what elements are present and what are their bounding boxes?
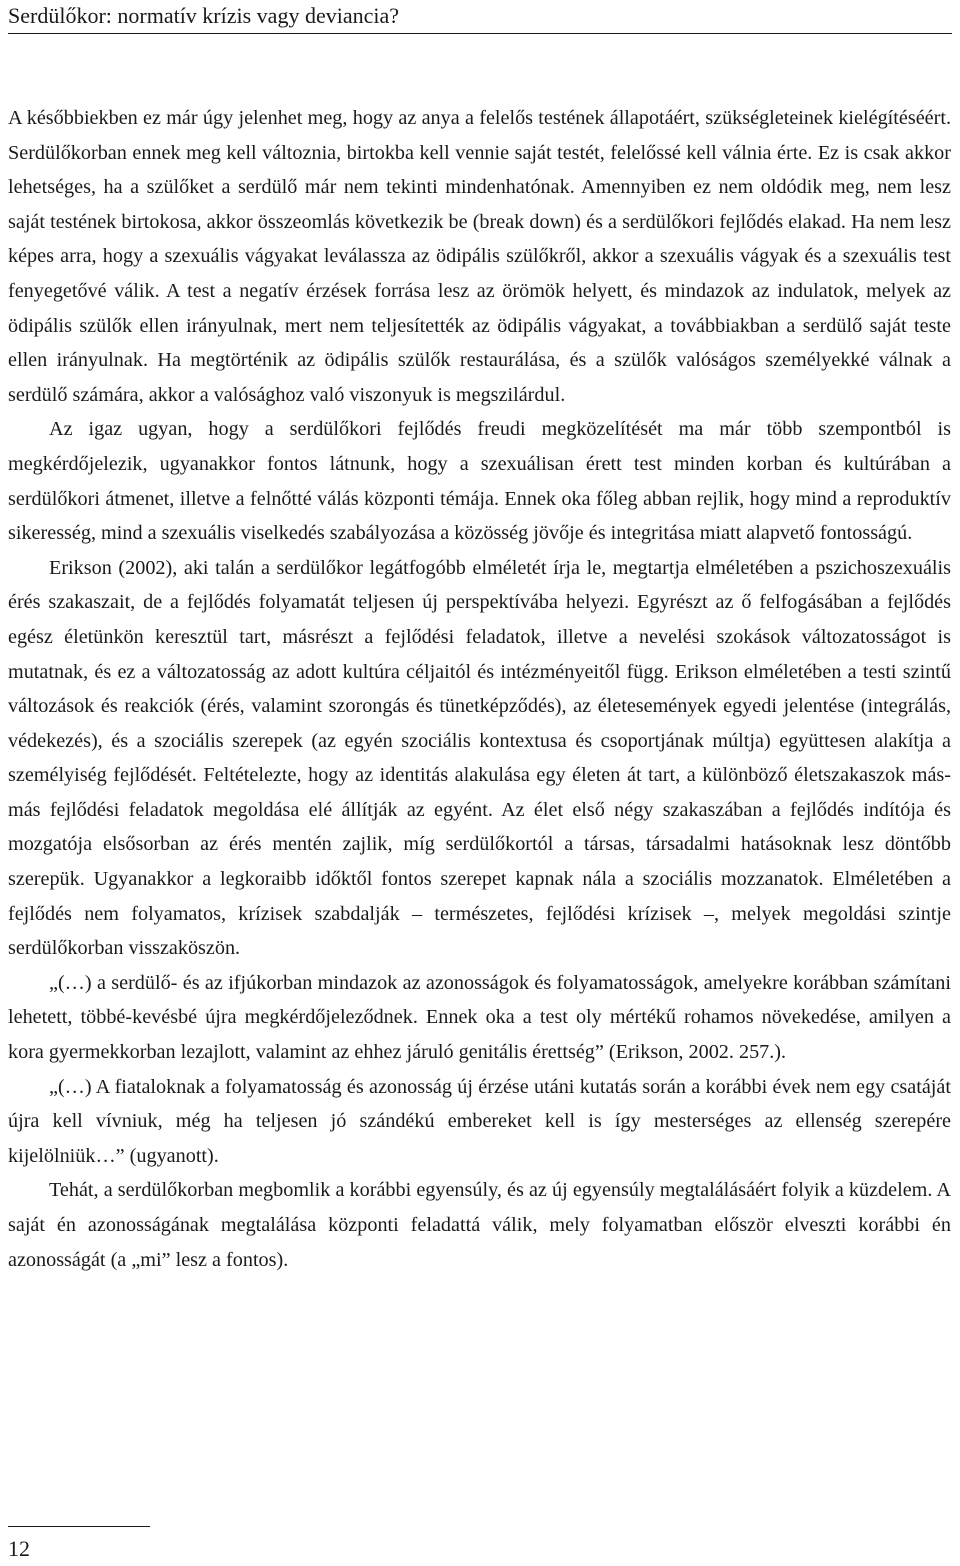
footer-divider — [8, 1526, 150, 1527]
page-number: 12 — [8, 1536, 30, 1561]
body-text — [8, 101, 951, 1277]
quotation-1: „(…) a serdülő- és az ifjúkorban mindazok az azonosságok és folyamatosságok, amelyekre korábban számítani lehetett, többé-kevésbé újra megkérdőjeleződnek. Ennek oka a test oly mértékű rohamos növekedése, amilyen a kora gyermekkorban lezajlott, valamint az ehhez járuló genitális érettség” (Erikson, 2002. 257.). — [8, 971, 951, 1064]
header-divider — [8, 33, 952, 34]
running-head-title: Serdülőkor: normatív krízis vagy deviancia? — [8, 3, 399, 28]
paragraph-3: Erikson (2002), aki talán a serdülőkor legátfogóbb elméletét írja le, megtartja elméletében a pszichoszexuális érés szakaszait, de a fejlődés folyamatát teljesen új perspektívába helyezi. Egyrészt az ő felfogásában a fejlődés egész életünkön keresztül tart, másrészt a fejlődési feladatok, illetve a nevelési szokások változatosságot is mutatnak, és ez a változatosság az adott kultúra céljaitól és intézményeitől függ. Erikson elméletében a testi szintű változások és reakciók (érés, valamint szorongás és tünetképződés), az életesemények egyedi jelentése (integrálás, védekezés), és a szociális szerepek (az egyén szociális kontextusa és csoportjának múltja) együttesen alakítja a személyiség fejlődését. Feltételezte, hogy az identitás alakulása egy életen át tart, a különböző életszakaszok más-más fejlődési feladatok megoldása elé állítják az egyént. Az élet első négy szakaszában a fejlődés indítója és mozgatója elsősorban az érés mentén zajlik, míg serdülőkortól a társas, társadalmi hatásoknak lesz döntőbb szerepük. Ugyanakkor a legkoraibb időktől fontos szerepet kapnak nála a szociális mozzanatok. Elméletében a fejlődés nem folyamatos, krízisek szabdalják – természetes, fejlődési krízisek –, melyek megoldási szintje serdülőkorban visszaköszön. — [8, 556, 951, 960]
quotation-2: „(…) A fiataloknak a folyamatosság és azonosság új érzése utáni kutatás során a korábbi évek nem egy csatáját újra kell vívniuk, még ha teljesen jó szándékú embereket kell is így mesterséges az ellenség szerepére kijelölniük…” (ugyanott). — [8, 1075, 951, 1167]
paragraph-2: Az igaz ugyan, hogy a serdülőkori fejlődés freudi megközelítését ma már több szempontból is megkérdőjelezik, ugyanakkor fontos látnunk, hogy a szexuálisan érett test minden korban és kultúrában a serdülőkori átmenet, illetve a felnőtté válás központi témája. Ennek oka főleg abban rejlik, hogy mind a reproduktív sikeresség, mind a szexuális viselkedés szabályozása a közösség jövője és integritása miatt alapvető fontosságú. — [8, 418, 951, 545]
paragraph-4: Tehát, a serdülőkorban megbomlik a korábbi egyensúly, és az új egyensúly megtalálásáért folyik a küzdelem. A saját én azonosságának megtalálása központi feladattá válik, mely folyamatban először elveszti korábbi én azonosságát (a „mi” lesz a fontos). — [8, 1179, 951, 1271]
paragraph-1: A későbbiekben ez már úgy jelenhet meg, hogy az anya a felelős testének állapotáért, szükségleteinek kielégítéséért. Serdülőkorban ennek meg kell változnia, birtokba kell vennie saját testét, felelőssé kell válnia érte. Ez is csak akkor lehetséges, ha a szülőket a serdülő már nem tekinti mindenhatónak. Amennyiben ez nem oldódik meg, nem lesz saját testének birtokosa, akkor összeomlás következik be (break down) és a serdülőkori fejlődés elakad. Ha nem lesz képes arra, hogy a szexuális vágyakat leválassza az ödipális szülőkről, akkor a szexuális vágyak és a szexuális test fenyegetővé válik. A test a negatív érzések forrása lesz az örömök helyett, és mindazok az indulatok, melyek az ödipális szülők ellen irányulnak, mert nem teljesítették az ödipális vágyakat, a továbbiakban a serdülő saját teste ellen irányulnak. Ha megtörténik az ödipális szülők restaurálása, és a szülők valóságos személyekké válnak a serdülő számára, akkor a valósághoz való viszonyuk is megszilárdul. — [8, 107, 951, 406]
